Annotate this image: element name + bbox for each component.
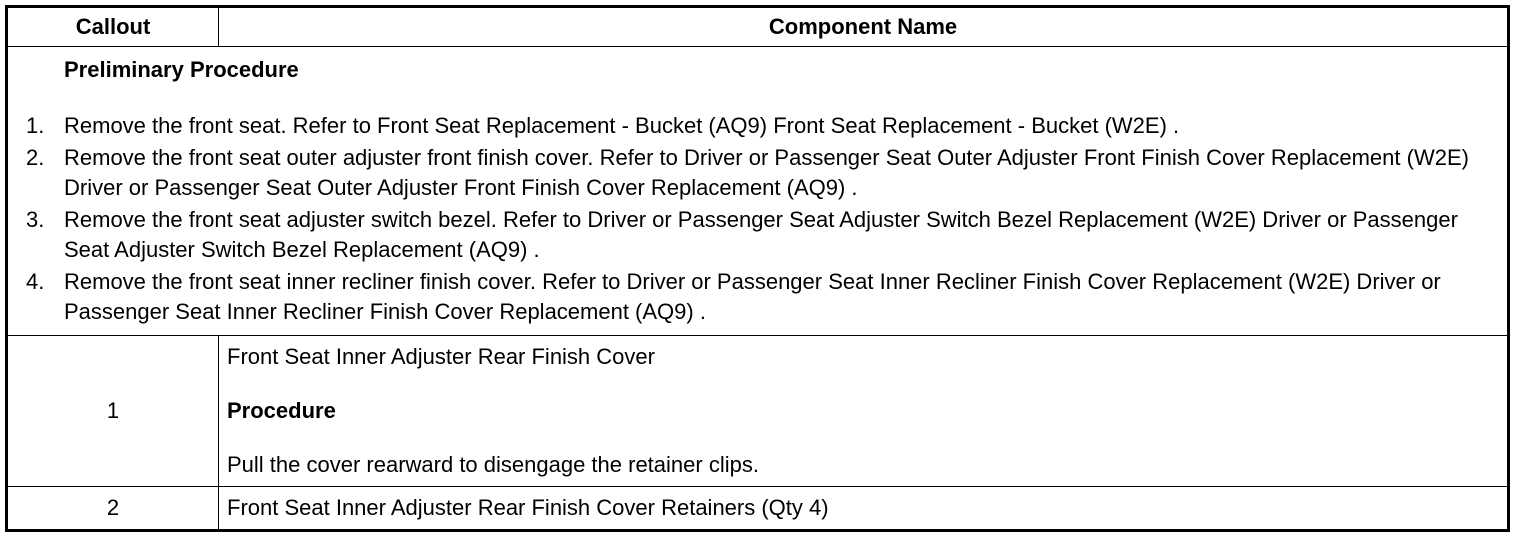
step-text: Remove the front seat inner recliner finish cover. Refer to Driver or Passenger Seat Inner Recliner Finish Cover Replacement (W2E) Driver or Passenger Seat Inner Recliner Finish Cover Replacement (AQ9) . [64, 269, 1441, 324]
table-header-row [7, 7, 1509, 47]
step-number: 1. [26, 113, 45, 138]
table-row [7, 336, 1509, 487]
procedure-text: Pull the cover rearward to disengage the retainer clips. [227, 452, 759, 477]
step-text: Remove the front seat adjuster switch bezel. Refer to Driver or Passenger Seat Adjuster Switch Bezel Replacement (W2E) Driver or Passenger Seat Adjuster Switch Bezel Replacement (AQ9) . [64, 207, 1458, 262]
preliminary-step [26, 205, 1497, 265]
preliminary-steps-list [26, 111, 1497, 327]
component-cell [219, 336, 1509, 487]
preliminary-step [26, 143, 1497, 203]
component-cell [219, 487, 1509, 531]
procedure-label: Procedure [227, 398, 336, 423]
callout-column-header: Callout [7, 7, 219, 47]
preliminary-step [26, 267, 1497, 327]
step-text: Remove the front seat. Refer to Front Seat Replacement - Bucket (AQ9) Front Seat Replacement - Bucket (W2E) . [64, 113, 1180, 138]
preliminary-procedure-cell [7, 47, 1509, 336]
component-name: Front Seat Inner Adjuster Rear Finish Cover [227, 344, 655, 369]
step-text: Remove the front seat outer adjuster front finish cover. Refer to Driver or Passenger Seat Outer Adjuster Front Finish Cover Replacement (W2E) Driver or Passenger Seat Outer Adjuster Front Finish Cover Replacement (AQ9) . [64, 145, 1469, 200]
preliminary-procedure-title: Preliminary Procedure [64, 57, 299, 82]
step-number: 3. [26, 207, 45, 232]
component-table [5, 5, 1510, 532]
component-name: Front Seat Inner Adjuster Rear Finish Cover Retainers (Qty 4) [227, 495, 829, 520]
document-page [5, 5, 1507, 532]
component-name-column-header: Component Name [219, 7, 1509, 47]
table-row [7, 487, 1509, 531]
step-number: 2. [26, 145, 45, 170]
preliminary-step [26, 111, 1497, 141]
callout-cell: 1 [7, 336, 219, 487]
callout-cell: 2 [7, 487, 219, 531]
step-number: 4. [26, 269, 45, 294]
preliminary-procedure-row [7, 47, 1509, 336]
